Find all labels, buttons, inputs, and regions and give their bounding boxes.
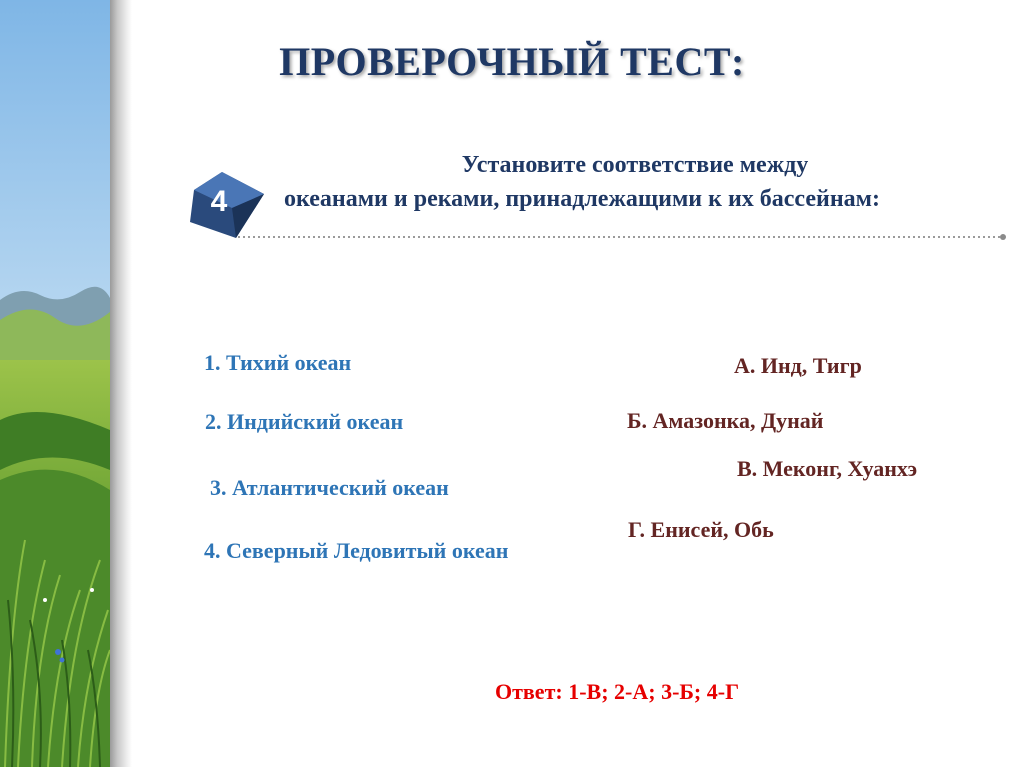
river-option-a: А. Инд, Тигр xyxy=(734,353,862,378)
river-option-v: В. Меконг, Хуанхэ xyxy=(737,456,918,481)
dotted-separator xyxy=(238,234,1008,240)
ocean-item-3: 3. Атлантический океан xyxy=(210,475,449,500)
divider-shadow xyxy=(110,0,132,767)
question-text-line2: океанами и реками, принадлежащими к их бассейнам: xyxy=(284,186,881,212)
landscape-illustration xyxy=(0,0,110,767)
answer-text: Ответ: 1-В; 2-А; 3-Б; 4-Г xyxy=(495,679,740,704)
question-text-line1: Установите соответствие между xyxy=(461,152,809,178)
river-option-b: Б. Амазонка, Дунай xyxy=(627,408,824,433)
ocean-item-2: 2. Индийский океан xyxy=(205,409,404,434)
page-title: ПРОВЕРОЧНЫЙ ТЕСТ: xyxy=(279,39,745,84)
question-number: 4 xyxy=(210,185,228,218)
river-option-g: Г. Енисей, Обь xyxy=(628,517,774,542)
ocean-item-4: 4. Северный Ледовитый океан xyxy=(204,538,509,563)
ocean-item-1: 1. Тихий океан xyxy=(204,350,352,375)
